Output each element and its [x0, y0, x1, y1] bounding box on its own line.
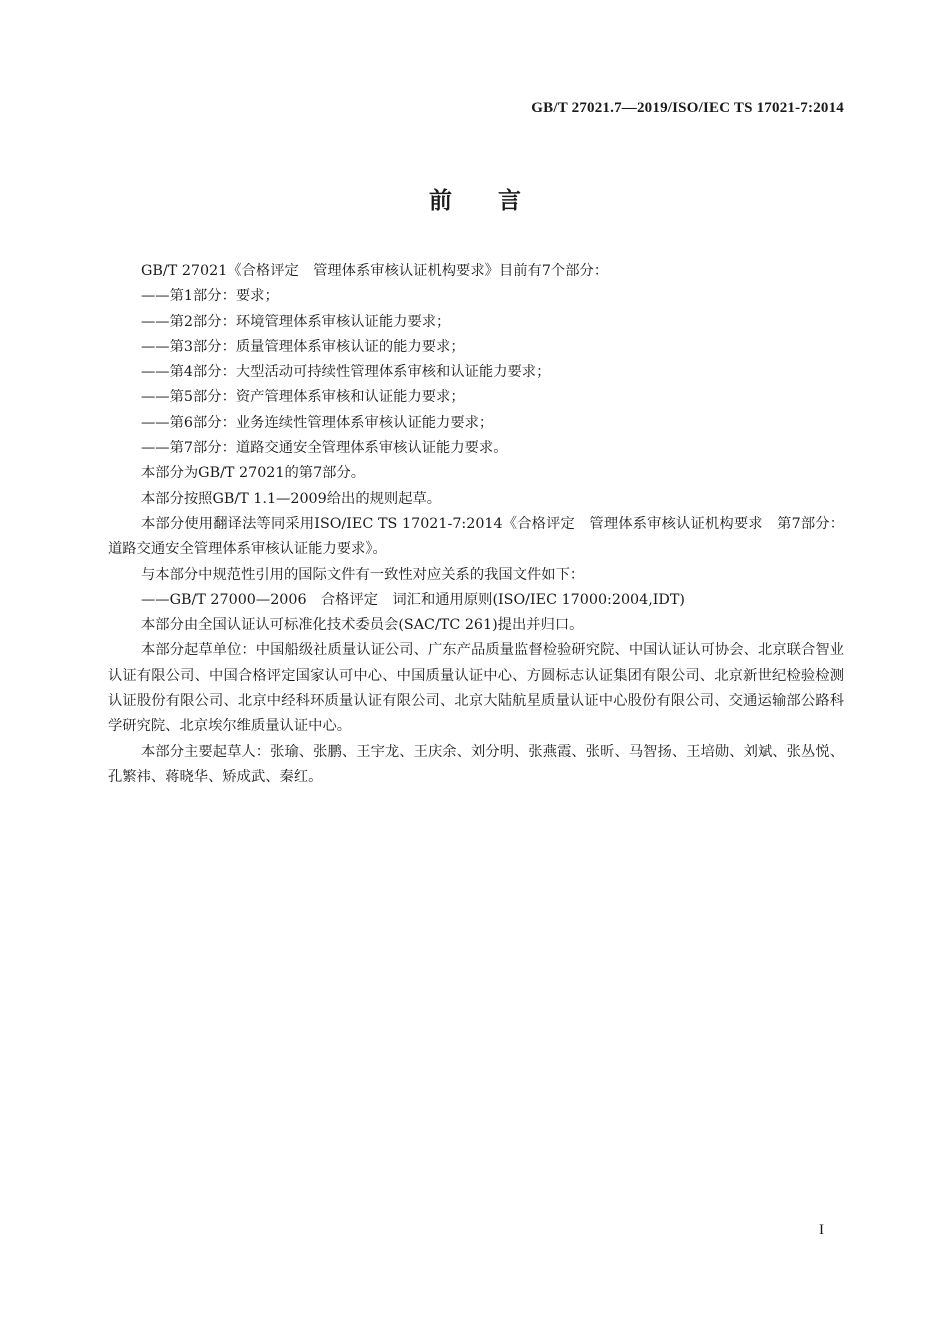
reference-list-item: ——GB/T 27000—2006 合格评定 词汇和通用原则(ISO/IEC 17000:2004,IDT) [141, 591, 686, 608]
body-paragraph: 本部分按照GB/T 1.1—2009给出的规则起草。 [141, 490, 442, 507]
part-list-item: ——第1部分：要求； [141, 288, 279, 305]
body-paragraph: 本部分为GB/T 27021的第7部分。 [141, 465, 366, 482]
foreword-body [108, 259, 844, 790]
body-paragraph: 本部分使用翻译法等同采用ISO/IEC TS 17021-7:2014《合格评定 管理体系审核认证机构要求 第7部分：道路交通安全管理体系审核认证能力要求》。 [108, 515, 844, 558]
part-list-item: ——第5部分：资产管理体系审核和认证能力要求； [141, 389, 465, 406]
drafters-paragraph: 本部分主要起草人：张瑜、张鹏、王宇龙、王庆余、刘分明、张燕霞、张昕、马智扬、王培勋、刘斌、张丛悦、孔繁祎、蒋晓华、矫成武、秦红。 [108, 743, 844, 785]
intro-paragraph: GB/T 27021《合格评定 管理体系审核认证机构要求》目前有7个部分： [141, 263, 609, 279]
part-list-item: ——第3部分：质量管理体系审核认证的能力要求； [141, 338, 465, 355]
part-list-item: ——第7部分：道路交通安全管理体系审核认证能力要求。 [141, 440, 508, 457]
body-paragraph: 与本部分中规范性引用的国际文件有一致性对应关系的我国文件如下： [141, 566, 585, 583]
part-list-item: ——第4部分：大型活动可持续性管理体系审核和认证能力要求； [141, 364, 551, 381]
part-list-item: ——第6部分：业务连续性管理体系审核认证能力要求； [141, 414, 494, 431]
standard-code-header: GB/T 27021.7—2019/ISO/IEC TS 17021-7:2014 [531, 100, 844, 116]
page-number: I [819, 1222, 824, 1238]
drafting-units-paragraph: 本部分起草单位：中国船级社质量认证公司、广东产品质量监督检验研究院、中国认证认可协会、北京联合智业认证有限公司、中国合格评定国家认可中心、中国质量认证中心、方圆标志认证集团有限公司、北京新世纪检验检测认证股份有限公司、北京中经科环质量认证有限公司、北京大陆航星质量认证中心股份有限公司、交通运输部公路科学研究院、北京埃尔维质量认证中心。 [108, 642, 844, 735]
body-paragraph: 本部分由全国认证认可标准化技术委员会(SAC/TC 261)提出并归口。 [141, 617, 584, 634]
page-title: 前 言 [429, 188, 521, 214]
part-list-item: ——第2部分：环境管理体系审核认证能力要求； [141, 313, 451, 330]
